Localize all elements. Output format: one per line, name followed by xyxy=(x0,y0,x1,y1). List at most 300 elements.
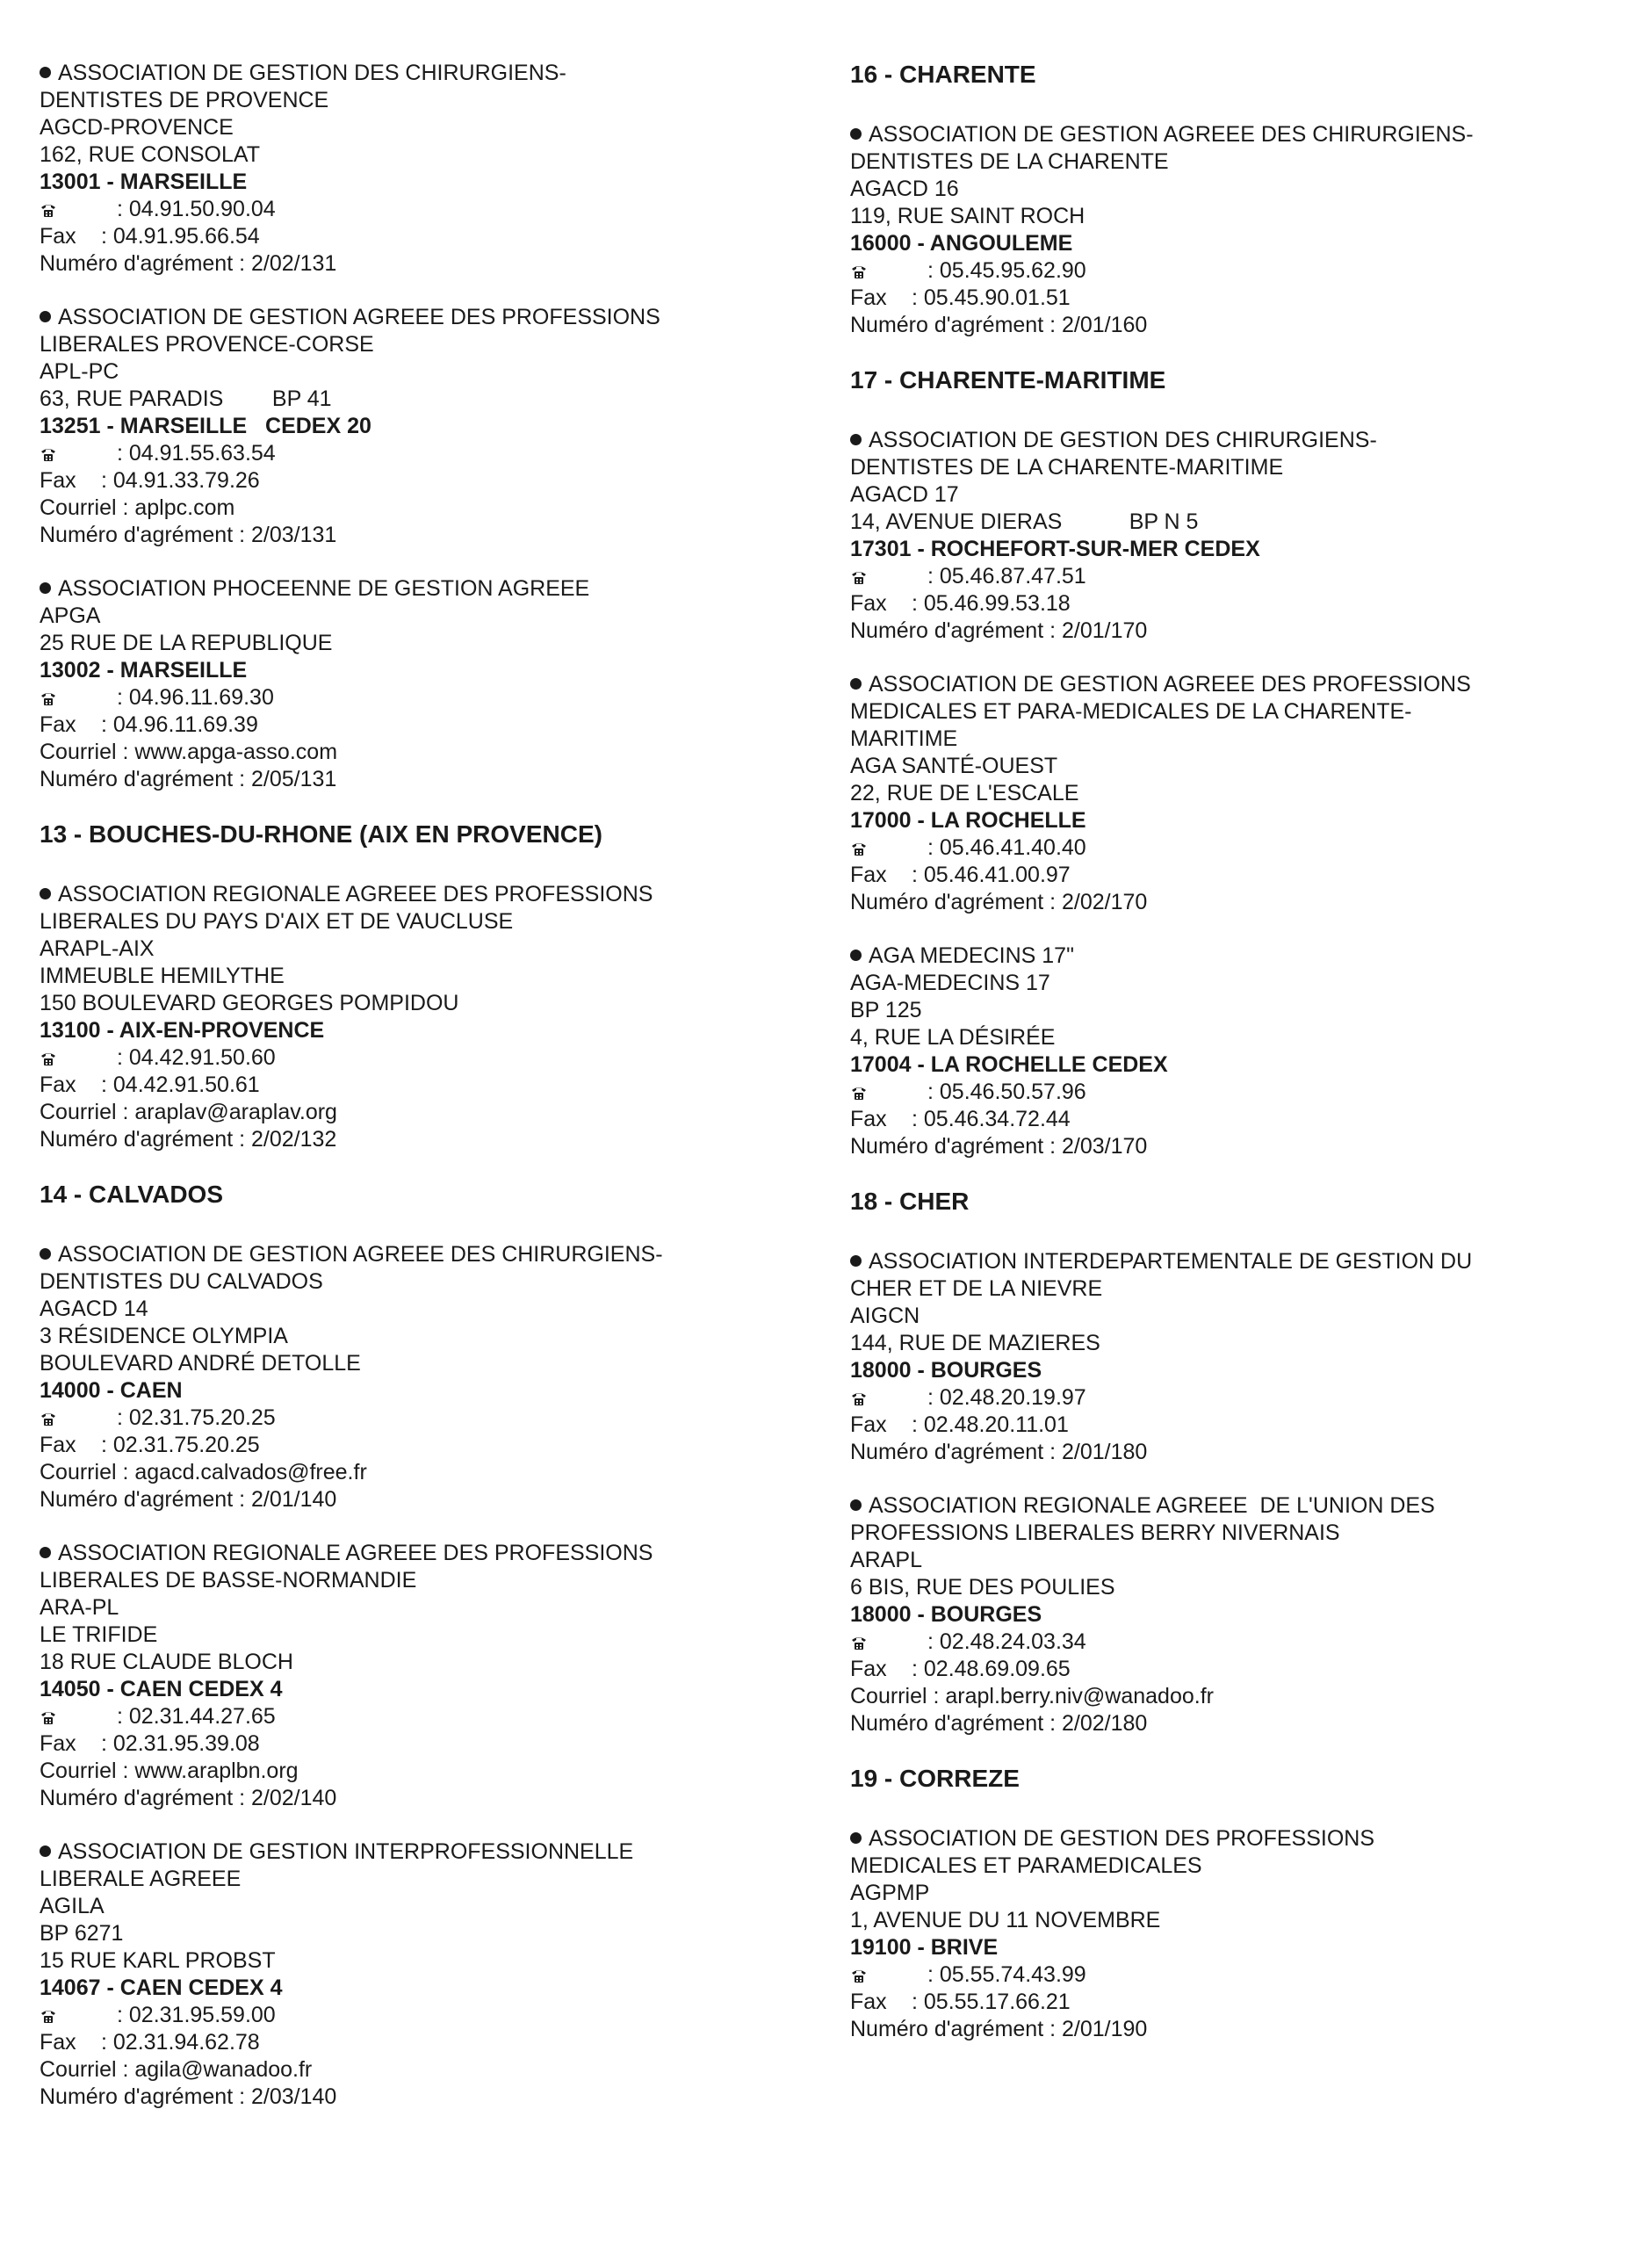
association-acronym-text: AGA-MEDECINS 17 xyxy=(850,971,1050,995)
address-line xyxy=(40,1323,830,1350)
address-line xyxy=(850,509,1623,536)
email-line xyxy=(40,1459,830,1486)
phone-line xyxy=(850,1629,1623,1656)
address-line-text: 63, RUE PARADIS BP 41 xyxy=(40,386,332,411)
association-name-line xyxy=(40,881,830,908)
email-line xyxy=(850,1683,1623,1710)
address-line xyxy=(40,990,830,1017)
association-name-line-text: PROFESSIONS LIBERALES BERRY NIVERNAIS xyxy=(850,1520,1340,1545)
association-name-line xyxy=(850,1492,1623,1520)
bullet-icon xyxy=(850,678,862,690)
association-acronym xyxy=(40,358,830,386)
phone-number: : 05.46.50.57.96 xyxy=(927,1080,1086,1104)
fax-label: Fax xyxy=(40,1731,76,1756)
fax-line xyxy=(850,862,1623,889)
association-name-line-text: LIBERALES PROVENCE-CORSE xyxy=(40,332,374,357)
approval-number xyxy=(40,250,830,278)
section-heading-13-bouches-du-rhone-aix-: 13 - BOUCHES-DU-RHONE (AIX EN PROVENCE) xyxy=(40,820,602,848)
approval-number xyxy=(40,2084,830,2111)
association-name-line-text: ASSOCIATION REGIONALE AGREEE DES PROFESSIONS xyxy=(58,1541,653,1565)
association-name-line xyxy=(850,454,1623,481)
postal-city-text: 14050 - CAEN CEDEX 4 xyxy=(40,1677,283,1701)
association-name-line xyxy=(850,726,1623,753)
telephone-icon xyxy=(850,836,912,852)
association-name-line-text: DENTISTES DE LA CHARENTE-MARITIME xyxy=(850,455,1284,480)
association-name-line xyxy=(40,908,830,935)
phone-number: : 05.46.41.40.40 xyxy=(927,835,1086,860)
approval-number-text: Numéro d'agrément : 2/01/140 xyxy=(40,1487,337,1512)
approval-number xyxy=(40,1126,830,1153)
bullet-icon xyxy=(40,582,51,594)
approval-number xyxy=(40,766,830,793)
association-name-line-text: AGA MEDECINS 17" xyxy=(869,943,1074,968)
association-entry xyxy=(850,1492,1623,1737)
bullet-icon xyxy=(850,950,862,961)
association-name-line-text: LIBERALES DU PAYS D'AIX ET DE VAUCLUSE xyxy=(40,909,514,934)
address-line-text: 25 RUE DE LA REPUBLIQUE xyxy=(40,631,333,655)
association-name-line-text: ASSOCIATION PHOCEENNE DE GESTION AGREEE xyxy=(58,576,590,601)
association-name-line-text: ASSOCIATION DE GESTION DES CHIRURGIENS- xyxy=(869,428,1377,452)
fax-number: : 05.46.34.72.44 xyxy=(912,1107,1071,1131)
fax-line xyxy=(850,285,1623,312)
fax-number: : 04.96.11.69.39 xyxy=(101,712,258,737)
address-line xyxy=(40,1350,830,1377)
fax-line xyxy=(40,1072,830,1099)
fax-line xyxy=(40,1730,830,1758)
association-entry xyxy=(40,60,830,278)
association-name-line-text: ASSOCIATION INTERDEPARTEMENTALE DE GESTION DU xyxy=(869,1249,1473,1274)
telephone-icon xyxy=(40,442,101,458)
address-line-text: 15 RUE KARL PROBST xyxy=(40,1948,276,1973)
email-line xyxy=(40,1758,830,1785)
phone-line xyxy=(40,2002,830,2029)
address-line xyxy=(40,1649,830,1676)
approval-number-text: Numéro d'agrément : 2/02/131 xyxy=(40,251,337,276)
address-line-text: 4, RUE LA DÉSIRÉE xyxy=(850,1025,1056,1050)
fax-number: : 02.31.75.20.25 xyxy=(101,1433,260,1457)
association-acronym xyxy=(850,1547,1623,1574)
association-name-line xyxy=(40,575,830,603)
postal-city xyxy=(850,1601,1623,1629)
address-line-text: 3 RÉSIDENCE OLYMPIA xyxy=(40,1324,288,1348)
fax-label: Fax xyxy=(850,591,887,616)
address-line-text: 119, RUE SAINT ROCH xyxy=(850,204,1085,228)
fax-label: Fax xyxy=(850,1107,887,1131)
association-entry xyxy=(40,1838,830,2111)
postal-city xyxy=(850,1051,1623,1079)
postal-city-text: 19100 - BRIVE xyxy=(850,1935,999,1960)
phone-number: : 02.31.44.27.65 xyxy=(117,1704,276,1729)
address-line xyxy=(40,386,830,413)
phone-number: : 05.46.87.47.51 xyxy=(927,564,1086,589)
email-line-text: Courriel : aplpc.com xyxy=(40,495,235,520)
address-line-text: LE TRIFIDE xyxy=(40,1622,158,1647)
phone-number: : 05.45.95.62.90 xyxy=(927,258,1086,283)
phone-line xyxy=(850,834,1623,862)
fax-number: : 02.48.69.09.65 xyxy=(912,1657,1071,1681)
bullet-icon xyxy=(40,1248,51,1260)
address-line-text: IMMEUBLE HEMILYTHE xyxy=(40,964,285,988)
phone-number: : 04.96.11.69.30 xyxy=(117,685,274,710)
telephone-icon xyxy=(850,1386,912,1402)
association-name-line xyxy=(40,1241,830,1268)
phone-line xyxy=(850,1384,1623,1412)
phone-number: : 04.91.55.63.54 xyxy=(117,441,276,466)
address-line xyxy=(40,630,830,657)
section-heading-14-calvados: 14 - CALVADOS xyxy=(40,1181,223,1208)
fax-label: Fax xyxy=(40,1433,76,1457)
phone-line xyxy=(850,257,1623,285)
association-name-line-text: CHER ET DE LA NIEVRE xyxy=(850,1276,1103,1301)
bullet-icon xyxy=(40,888,51,899)
telephone-icon xyxy=(850,259,912,275)
address-line xyxy=(850,1907,1623,1934)
association-acronym-text: ARAPL xyxy=(850,1548,922,1572)
bullet-icon xyxy=(850,1832,862,1844)
association-acronym xyxy=(850,1303,1623,1330)
approval-number-text: Numéro d'agrément : 2/05/131 xyxy=(40,767,337,791)
phone-number: : 04.91.50.90.04 xyxy=(117,197,276,221)
left-column xyxy=(40,60,830,2137)
email-line xyxy=(40,2056,830,2084)
association-name-line xyxy=(40,1567,830,1594)
address-line-text: 18 RUE CLAUDE BLOCH xyxy=(40,1650,293,1674)
approval-number xyxy=(850,889,1623,916)
association-acronym-text: AGACD 17 xyxy=(850,482,959,507)
association-name-line-text: ASSOCIATION DE GESTION DES PROFESSIONS xyxy=(869,1826,1375,1851)
association-acronym-text: AGACD 14 xyxy=(40,1297,148,1321)
association-acronym-text: AGCD-PROVENCE xyxy=(40,115,234,140)
approval-number-text: Numéro d'agrément : 2/01/170 xyxy=(850,618,1148,643)
postal-city xyxy=(40,1017,830,1044)
bullet-icon xyxy=(40,1845,51,1857)
association-name-line-text: DENTISTES DE LA CHARENTE xyxy=(850,149,1169,174)
approval-number-text: Numéro d'agrément : 2/02/132 xyxy=(40,1127,337,1152)
association-name-line xyxy=(850,671,1623,698)
association-acronym xyxy=(40,935,830,963)
approval-number xyxy=(850,1133,1623,1160)
address-line-text: BP 125 xyxy=(850,998,922,1022)
association-acronym xyxy=(850,481,1623,509)
fax-number: : 05.46.41.00.97 xyxy=(912,863,1071,887)
email-line-text: Courriel : agila@wanadoo.fr xyxy=(40,2057,313,2082)
postal-city xyxy=(850,807,1623,834)
section-heading-18-cher: 18 - CHER xyxy=(850,1188,970,1215)
bullet-icon xyxy=(850,1499,862,1511)
association-name-line-text: ASSOCIATION DE GESTION AGREEE DES CHIRURGIENS- xyxy=(58,1242,663,1267)
telephone-icon xyxy=(40,1046,101,1062)
fax-number: : 04.91.95.66.54 xyxy=(101,224,260,249)
association-name-line-text: ASSOCIATION DE GESTION AGREEE DES PROFESSIONS xyxy=(869,672,1471,697)
postal-city xyxy=(40,413,830,440)
address-line xyxy=(40,1947,830,1975)
postal-city xyxy=(850,1357,1623,1384)
fax-label: Fax xyxy=(850,1657,887,1681)
association-acronym xyxy=(40,1594,830,1622)
telephone-icon xyxy=(40,198,101,213)
bullet-icon xyxy=(850,128,862,140)
association-name-line-text: MEDICALES ET PARA-MEDICALES DE LA CHARENTE- xyxy=(850,699,1412,724)
address-line xyxy=(40,1920,830,1947)
address-line-text: 150 BOULEVARD GEORGES POMPIDOU xyxy=(40,991,459,1015)
fax-line xyxy=(40,467,830,495)
approval-number-text: Numéro d'agrément : 2/02/180 xyxy=(850,1711,1148,1736)
association-acronym xyxy=(850,970,1623,997)
association-name-line-text: LIBERALES DE BASSE-NORMANDIE xyxy=(40,1568,417,1593)
address-line-text: 22, RUE DE L'ESCALE xyxy=(850,781,1079,805)
association-acronym-text: APGA xyxy=(40,603,101,628)
association-name-line-text: MARITIME xyxy=(850,726,958,751)
approval-number-text: Numéro d'agrément : 2/01/190 xyxy=(850,2017,1148,2041)
association-name-line xyxy=(850,1853,1623,1880)
fax-number: : 05.45.90.01.51 xyxy=(912,285,1071,310)
address-line-text: 1, AVENUE DU 11 NOVEMBRE xyxy=(850,1908,1161,1932)
fax-label: Fax xyxy=(40,468,76,493)
address-line-text: BP 6271 xyxy=(40,1921,124,1946)
bullet-icon xyxy=(40,67,51,78)
association-entry xyxy=(40,1241,830,1513)
approval-number xyxy=(40,522,830,549)
postal-city xyxy=(40,657,830,684)
fax-number: : 02.31.94.62.78 xyxy=(101,2030,260,2055)
postal-city-text: 17004 - LA ROCHELLE CEDEX xyxy=(850,1052,1168,1077)
phone-number: : 02.48.20.19.97 xyxy=(927,1385,1086,1410)
email-line-text: Courriel : araplav@araplav.org xyxy=(40,1100,337,1124)
postal-city-text: 18000 - BOURGES xyxy=(850,1602,1042,1627)
fax-line xyxy=(850,1656,1623,1683)
postal-city xyxy=(850,536,1623,563)
fax-label: Fax xyxy=(40,224,76,249)
association-name-line xyxy=(850,943,1623,970)
fax-label: Fax xyxy=(40,2030,76,2055)
approval-number-text: Numéro d'agrément : 2/03/131 xyxy=(40,523,337,547)
association-acronym-text: AGA SANTÉ-OUEST xyxy=(850,754,1058,778)
association-name-line xyxy=(850,148,1623,176)
postal-city-text: 17301 - ROCHEFORT-SUR-MER CEDEX xyxy=(850,537,1260,561)
address-line-text: 162, RUE CONSOLAT xyxy=(40,142,261,167)
association-entry xyxy=(40,1540,830,1812)
approval-number-text: Numéro d'agrément : 2/02/140 xyxy=(40,1786,337,1810)
association-acronym xyxy=(40,114,830,141)
association-name-line xyxy=(850,1520,1623,1547)
association-name-line xyxy=(40,1268,830,1296)
fax-number: : 04.42.91.50.61 xyxy=(101,1073,260,1097)
association-entry xyxy=(850,1248,1623,1466)
association-acronym-text: APL-PC xyxy=(40,359,119,384)
association-entry xyxy=(850,943,1623,1160)
association-name-line xyxy=(850,427,1623,454)
bullet-icon xyxy=(40,311,51,322)
association-name-line-text: ASSOCIATION DE GESTION DES CHIRURGIENS- xyxy=(58,61,566,85)
fax-label: Fax xyxy=(40,712,76,737)
postal-city-text: 13002 - MARSEILLE xyxy=(40,658,248,683)
association-name-line xyxy=(40,87,830,114)
email-line-text: Courriel : www.araplbn.org xyxy=(40,1759,299,1783)
approval-number-text: Numéro d'agrément : 2/01/180 xyxy=(850,1440,1148,1464)
association-name-line xyxy=(40,60,830,87)
association-name-line-text: LIBERALE AGREEE xyxy=(40,1867,242,1891)
address-line xyxy=(850,1574,1623,1601)
address-line xyxy=(40,1622,830,1649)
email-line xyxy=(40,1099,830,1126)
telephone-icon xyxy=(850,1630,912,1646)
postal-city-text: 17000 - LA ROCHELLE xyxy=(850,808,1086,833)
approval-number xyxy=(850,1710,1623,1737)
phone-number: : 05.55.74.43.99 xyxy=(927,1962,1086,1987)
email-line-text: Courriel : www.apga-asso.com xyxy=(40,740,338,764)
phone-line xyxy=(850,563,1623,590)
fax-label: Fax xyxy=(850,285,887,310)
telephone-icon xyxy=(40,686,101,702)
association-entry xyxy=(850,1825,1623,2043)
association-entry xyxy=(40,575,830,793)
postal-city xyxy=(850,230,1623,257)
telephone-icon xyxy=(40,1406,101,1422)
association-name-line-text: ASSOCIATION DE GESTION AGREEE DES CHIRURGIENS- xyxy=(869,122,1474,147)
association-acronym xyxy=(40,1893,830,1920)
association-name-line-text: ASSOCIATION REGIONALE AGREEE DES PROFESSIONS xyxy=(58,882,653,906)
association-name-line xyxy=(850,1825,1623,1853)
association-name-line xyxy=(850,1248,1623,1275)
telephone-icon xyxy=(850,1080,912,1096)
approval-number xyxy=(850,618,1623,645)
address-line xyxy=(850,1330,1623,1357)
fax-line xyxy=(850,1989,1623,2016)
association-entry xyxy=(850,121,1623,339)
phone-line xyxy=(40,1044,830,1072)
email-line-text: Courriel : arapl.berry.niv@wanadoo.fr xyxy=(850,1684,1214,1708)
bullet-icon xyxy=(40,1547,51,1558)
fax-number: : 04.91.33.79.26 xyxy=(101,468,260,493)
association-entry xyxy=(850,427,1623,645)
association-acronym-text: AGPMP xyxy=(850,1881,930,1905)
phone-number: : 02.31.75.20.25 xyxy=(117,1405,276,1430)
telephone-icon xyxy=(40,1705,101,1721)
fax-number: : 02.48.20.11.01 xyxy=(912,1412,1069,1437)
fax-line xyxy=(40,2029,830,2056)
association-name-line xyxy=(40,331,830,358)
phone-number: : 02.31.95.59.00 xyxy=(117,2003,276,2027)
postal-city xyxy=(40,1975,830,2002)
association-acronym-text: AGILA xyxy=(40,1894,105,1918)
association-name-line xyxy=(40,304,830,331)
postal-city-text: 13100 - AIX-EN-PROVENCE xyxy=(40,1018,325,1043)
association-acronym xyxy=(40,603,830,630)
approval-number-text: Numéro d'agrément : 2/01/160 xyxy=(850,313,1148,337)
approval-number-text: Numéro d'agrément : 2/03/170 xyxy=(850,1134,1148,1159)
approval-number-text: Numéro d'agrément : 2/02/170 xyxy=(850,890,1148,914)
telephone-icon xyxy=(850,565,912,581)
approval-number xyxy=(40,1486,830,1513)
association-acronym xyxy=(850,753,1623,780)
association-acronym xyxy=(850,176,1623,203)
fax-line xyxy=(40,711,830,739)
association-name-line-text: DENTISTES DU CALVADOS xyxy=(40,1269,323,1294)
address-line-text: 14, AVENUE DIERAS BP N 5 xyxy=(850,509,1199,534)
approval-number xyxy=(40,1785,830,1812)
association-name-line xyxy=(850,1275,1623,1303)
address-line xyxy=(850,1024,1623,1051)
association-name-line xyxy=(40,1540,830,1567)
fax-label: Fax xyxy=(40,1073,76,1097)
association-acronym-text: AGACD 16 xyxy=(850,177,959,201)
postal-city-text: 13001 - MARSEILLE xyxy=(40,170,248,194)
approval-number xyxy=(850,1439,1623,1466)
fax-line xyxy=(850,590,1623,618)
phone-line xyxy=(40,684,830,711)
section-heading-17-charente-maritime: 17 - CHARENTE-MARITIME xyxy=(850,366,1166,394)
phone-line xyxy=(850,1079,1623,1106)
association-name-line-text: ASSOCIATION REGIONALE AGREEE DE L'UNION DES xyxy=(869,1493,1435,1518)
association-name-line-text: DENTISTES DE PROVENCE xyxy=(40,88,329,112)
postal-city-text: 16000 - ANGOULEME xyxy=(850,231,1073,256)
association-acronym-text: ARA-PL xyxy=(40,1595,119,1620)
association-name-line-text: ASSOCIATION DE GESTION INTERPROFESSIONNELLE xyxy=(58,1839,634,1864)
fax-number: : 05.46.99.53.18 xyxy=(912,591,1071,616)
email-line xyxy=(40,739,830,766)
fax-label: Fax xyxy=(850,1412,887,1437)
postal-city xyxy=(40,1676,830,1703)
phone-line xyxy=(40,196,830,223)
fax-label: Fax xyxy=(850,863,887,887)
fax-line xyxy=(850,1106,1623,1133)
association-name-line xyxy=(40,1866,830,1893)
address-line xyxy=(850,997,1623,1024)
postal-city-text: 14067 - CAEN CEDEX 4 xyxy=(40,1975,283,2000)
association-entry xyxy=(850,671,1623,916)
section-heading-19-correze: 19 - CORREZE xyxy=(850,1765,1020,1792)
address-line xyxy=(40,141,830,169)
postal-city xyxy=(850,1934,1623,1961)
address-line-text: 6 BIS, RUE DES POULIES xyxy=(850,1575,1115,1600)
postal-city-text: 13251 - MARSEILLE CEDEX 20 xyxy=(40,414,371,438)
section-heading-16-charente: 16 - CHARENTE xyxy=(850,61,1036,88)
phone-line xyxy=(40,1703,830,1730)
approval-number xyxy=(850,2016,1623,2043)
association-name-line xyxy=(850,121,1623,148)
approval-number xyxy=(850,312,1623,339)
phone-number: : 04.42.91.50.60 xyxy=(117,1045,276,1070)
phone-number: : 02.48.24.03.34 xyxy=(927,1629,1086,1654)
association-name-line-text: MEDICALES ET PARAMEDICALES xyxy=(850,1853,1202,1878)
phone-line xyxy=(40,440,830,467)
association-acronym-text: ARAPL-AIX xyxy=(40,936,155,961)
approval-number-text: Numéro d'agrément : 2/03/140 xyxy=(40,2084,337,2109)
right-column xyxy=(850,60,1623,2069)
bullet-icon xyxy=(850,1255,862,1267)
telephone-icon xyxy=(40,2004,101,2019)
association-name-line xyxy=(850,698,1623,726)
postal-city xyxy=(40,169,830,196)
fax-line xyxy=(40,1432,830,1459)
association-name-line-text: ASSOCIATION DE GESTION AGREEE DES PROFESSIONS xyxy=(58,305,660,329)
phone-line xyxy=(40,1405,830,1432)
address-line xyxy=(850,780,1623,807)
bullet-icon xyxy=(850,434,862,445)
email-line xyxy=(40,495,830,522)
email-line-text: Courriel : agacd.calvados@free.fr xyxy=(40,1460,367,1484)
postal-city-text: 18000 - BOURGES xyxy=(850,1358,1042,1383)
address-line-text: 144, RUE DE MAZIERES xyxy=(850,1331,1100,1355)
association-acronym xyxy=(40,1296,830,1323)
association-entry xyxy=(40,304,830,549)
fax-label: Fax xyxy=(850,1990,887,2014)
association-acronym-text: AIGCN xyxy=(850,1304,920,1328)
address-line-text: BOULEVARD ANDRÉ DETOLLE xyxy=(40,1351,361,1376)
association-entry xyxy=(40,881,830,1153)
postal-city xyxy=(40,1377,830,1405)
fax-number: : 05.55.17.66.21 xyxy=(912,1990,1071,2014)
